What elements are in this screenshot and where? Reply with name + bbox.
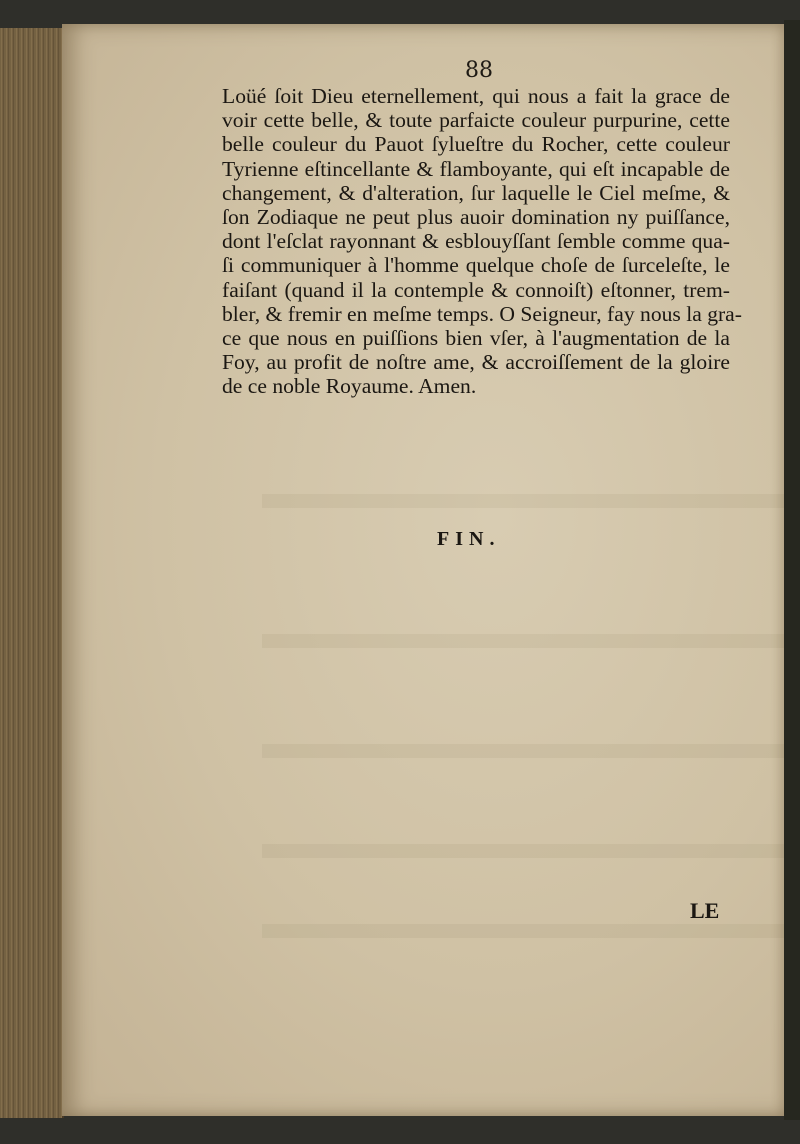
show-through-text	[262, 634, 800, 648]
text-line: changement, & d'alteration, ſur laquelle le Ciel meſme, &	[222, 180, 730, 205]
text-line: faiſant (quand il la contemple & connoiſt) eſtonner, trem-	[222, 277, 730, 302]
text-line: bler, & fremir en meſme temps. O Seigneur, fay nous la gra-	[222, 301, 742, 326]
finis-heading: FIN.	[437, 528, 501, 550]
show-through-text	[262, 494, 800, 508]
text-line: Loüé ſoit Dieu eternellement, qui nous a fait la grace de	[222, 84, 730, 108]
show-through-text	[262, 744, 800, 758]
catchword: LE	[690, 898, 720, 923]
text-line: ſon Zodiaque ne peut plus auoir domination ny puiſſance,	[222, 205, 730, 230]
text-line: ſi communiquer à l'homme quelque choſe de ſurceleſte, le	[222, 253, 730, 278]
book-page-edges	[0, 28, 64, 1118]
text-line: Foy, au profit de noſtre ame, & accroiſſement de la gloire	[222, 350, 730, 375]
page-number: 88	[465, 58, 493, 83]
body-text	[222, 84, 742, 399]
text-line: dont l'eſclat rayonnant & esblouyſſant ſemble comme qua-	[222, 229, 730, 254]
scanner-edge	[784, 20, 800, 1120]
show-through-text	[262, 924, 800, 938]
text-line: ce que nous en puiſſions bien vſer, à l'augmentation de la	[222, 326, 730, 351]
text-line: voir cette belle, & toute parfaicte couleur purpurine, cette	[222, 108, 730, 133]
text-line: Tyrienne eſtincellante & flamboyante, qui eſt incapable de	[222, 156, 730, 181]
text-line: belle couleur du Pauot ſylueſtre du Rocher, cette couleur	[222, 132, 730, 157]
text-line: de ce noble Royaume. Amen.	[222, 374, 477, 399]
show-through-text	[262, 844, 800, 858]
